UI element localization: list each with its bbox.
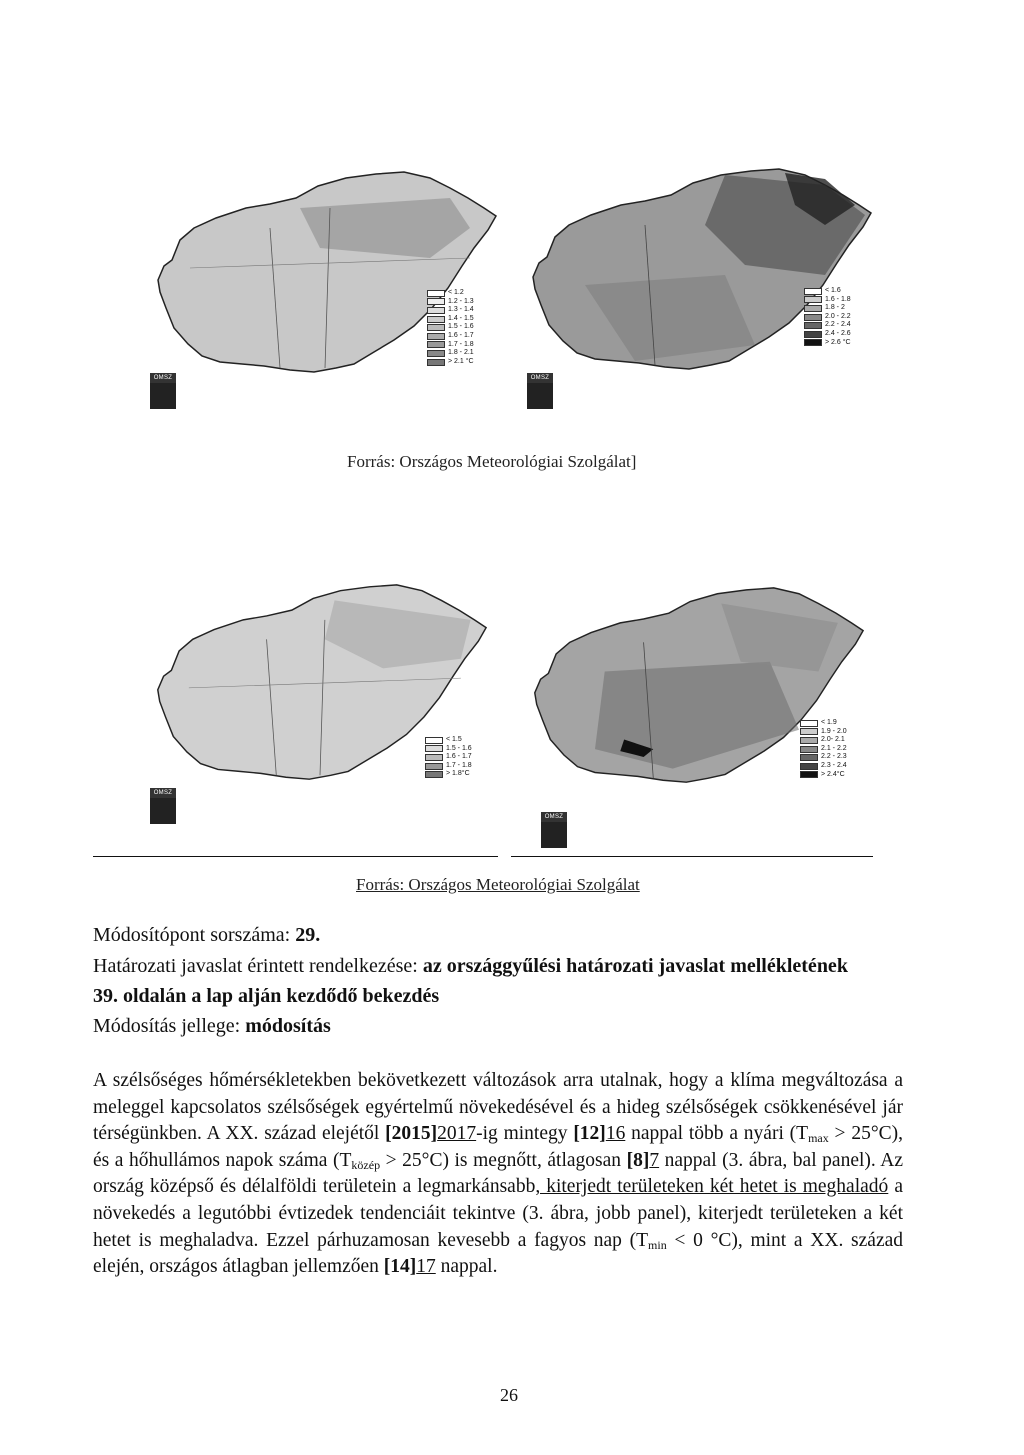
- legend-swatch: [804, 305, 822, 312]
- legend-label: 1.8 - 2.1: [448, 349, 474, 357]
- legend-item: [804, 330, 851, 339]
- legend-swatch: [427, 324, 445, 331]
- inserted-text: 16: [605, 1123, 626, 1145]
- legend-label: 2.0- 2.1: [821, 736, 845, 744]
- legend-label: 1.8 - 2: [825, 304, 845, 312]
- legend-item: [427, 358, 474, 367]
- amendment-provision-value: az országgyűlési határozati javaslat mellékletének: [422, 955, 848, 977]
- legend-item: [427, 349, 474, 358]
- legend-swatch: [425, 754, 443, 761]
- omsz-label: OMSZ: [150, 373, 176, 383]
- legend-label: 1.7 - 1.8: [446, 761, 472, 769]
- omsz-emblem-icon: [527, 383, 553, 409]
- paragraph-text: a növekedés a legutóbbi évtizedek tendenciáit tekintve (3. ábra, jobb panel), kiterjedt területeken a két hetet is meghaladva. Ezzel párhuzamosan kevesebb a fagyos nap (T: [93, 1176, 903, 1251]
- legend-top-right: [804, 287, 851, 347]
- legend-label: < 1.6: [825, 287, 841, 294]
- legend-label: 1.6 - 1.7: [448, 331, 474, 339]
- legend-label: 2.4 - 2.6: [825, 329, 851, 337]
- legend-item: [427, 315, 474, 324]
- legend-label: 2.1 - 2.2: [821, 744, 847, 752]
- amendment-number-label: Módosítópont sorszáma:: [93, 924, 296, 946]
- legend-item: [425, 736, 472, 745]
- legend-label: 2.2 - 2.3: [821, 753, 847, 761]
- legend-label: > 2.1 °C: [448, 357, 474, 365]
- legend-bottom-left: [425, 736, 472, 779]
- legend-swatch: [800, 746, 818, 753]
- legend-top-left: [427, 289, 474, 366]
- legend-swatch: [427, 359, 445, 366]
- legend-label: < 1.5: [446, 736, 462, 743]
- deleted-text: [12]: [573, 1123, 606, 1145]
- legend-item: [800, 762, 847, 771]
- separator-line-right: [511, 856, 873, 857]
- legend-swatch: [425, 745, 443, 752]
- deleted-text: [2015]: [385, 1123, 438, 1145]
- legend-item: [427, 298, 474, 307]
- legend-item: [425, 753, 472, 762]
- omsz-label: OMSZ: [527, 373, 553, 383]
- legend-item: [804, 304, 851, 313]
- legend-label: > 2.6 °C: [825, 338, 851, 346]
- legend-swatch: [800, 754, 818, 761]
- legend-swatch: [800, 771, 818, 778]
- legend-label: 1.3 - 1.4: [448, 306, 474, 314]
- amendment-nature-value: módosítás: [245, 1015, 331, 1037]
- legend-swatch: [427, 290, 445, 297]
- paragraph-text: nappal.: [435, 1256, 498, 1278]
- legend-label: < 1.9: [821, 719, 837, 726]
- amendment-provision-label: Határozati javaslat érintett rendelkezése:: [93, 955, 423, 977]
- page-number: 26: [500, 1385, 518, 1405]
- omsz-emblem-icon: [150, 383, 176, 409]
- legend-item: [427, 341, 474, 350]
- inserted-text: 7: [649, 1149, 660, 1171]
- amendment-number-line: [93, 922, 320, 949]
- separator-line-left: [93, 856, 498, 857]
- amendment-provision-continuation: 39. oldalán a lap alján kezdődő bekezdés: [93, 985, 440, 1007]
- figure-source: Forrás: Országos Meteorológiai Szolgálat]: [347, 452, 637, 471]
- paragraph-text: -ig mintegy: [476, 1123, 574, 1145]
- legend-label: 1.6 - 1.7: [446, 753, 472, 761]
- legend-bottom-right: [800, 719, 847, 779]
- legend-item: [800, 745, 847, 754]
- legend-label: 1.6 - 1.8: [825, 295, 851, 303]
- legend-label: > 2.4°C: [821, 770, 845, 778]
- inserted-text: , kiterjedt területeken két hetet is meghaladó: [535, 1176, 889, 1198]
- legend-label: 2.0 - 2.2: [825, 312, 851, 320]
- omsz-logo-top-right: [527, 373, 553, 409]
- omsz-emblem-icon: [541, 822, 567, 848]
- legend-item: [804, 313, 851, 322]
- legend-item: [427, 289, 474, 298]
- legend-swatch: [804, 314, 822, 321]
- legend-item: [800, 736, 847, 745]
- legend-item: [427, 332, 474, 341]
- omsz-logo-bottom-left: [150, 788, 176, 824]
- paragraph-text: < 0 °C), mint a XX. század elején, országos átlagban jellemzően: [93, 1229, 904, 1278]
- legend-label: < 1.2: [448, 289, 464, 296]
- legend-swatch: [427, 316, 445, 323]
- subscript-text: max: [808, 1131, 829, 1146]
- paragraph-text: nappal több a nyári (T: [625, 1123, 809, 1145]
- legend-swatch: [427, 298, 445, 305]
- legend-swatch: [800, 720, 818, 727]
- legend-swatch: [425, 763, 443, 770]
- legend-swatch: [804, 296, 822, 303]
- amendment-provision-line: [93, 953, 848, 980]
- subscript-text: közép: [351, 1157, 381, 1172]
- legend-label: 1.7 - 1.8: [448, 340, 474, 348]
- legend-swatch: [800, 737, 818, 744]
- legend-label: 1.9 - 2.0: [821, 727, 847, 735]
- legend-swatch: [427, 333, 445, 340]
- figure-source-underlined: Forrás: Országos Meteorológiai Szolgálat: [356, 875, 640, 894]
- amendment-nature-line: [93, 1013, 331, 1040]
- omsz-logo-top-left: [150, 373, 176, 409]
- paragraph-text: > 25°C) is megnőtt, átlagosan: [380, 1149, 627, 1171]
- legend-item: [804, 339, 851, 348]
- legend-item: [804, 296, 851, 305]
- amendment-paragraph: [93, 1068, 903, 1281]
- legend-label: 2.2 - 2.4: [825, 321, 851, 329]
- omsz-label: OMSZ: [150, 788, 176, 798]
- amendment-number-value: 29.: [295, 924, 321, 946]
- omsz-emblem-icon: [150, 798, 176, 824]
- legend-swatch: [427, 341, 445, 348]
- omsz-label: OMSZ: [541, 812, 567, 822]
- legend-item: [427, 306, 474, 315]
- legend-item: [800, 753, 847, 762]
- legend-item: [425, 770, 472, 779]
- deleted-text: [14]: [383, 1256, 417, 1278]
- legend-swatch: [800, 728, 818, 735]
- legend-label: 2.3 - 2.4: [821, 761, 847, 769]
- legend-swatch: [804, 288, 822, 295]
- legend-label: 1.5 - 1.6: [446, 744, 472, 752]
- legend-item: [425, 745, 472, 754]
- deleted-text: [8]: [626, 1149, 650, 1171]
- paragraph-text: > 25°C), és a hőhullámos napok száma (T: [93, 1123, 904, 1171]
- legend-item: [804, 287, 851, 296]
- legend-label: 1.5 - 1.6: [448, 323, 474, 331]
- inserted-text: 2017: [437, 1123, 477, 1145]
- legend-swatch: [804, 322, 822, 329]
- legend-item: [427, 323, 474, 332]
- legend-swatch: [425, 771, 443, 778]
- legend-item: [800, 719, 847, 728]
- inserted-text: 17: [416, 1256, 436, 1278]
- paragraph-text: A szélsőséges hőmérsékletekben bekövetkezett változások arra utalnak, hogy a klíma megváltozása a meleggel kapcsolatos szélsőségek egyértelmű növekedésével és a hideg szélsőségek csökkenésével jár térségünkben. A XX. század elejétől: [93, 1070, 903, 1145]
- legend-swatch: [804, 339, 822, 346]
- legend-item: [800, 728, 847, 737]
- amendment-nature-label: Módosítás jellege:: [93, 1015, 246, 1037]
- legend-swatch: [800, 763, 818, 770]
- legend-swatch: [427, 307, 445, 314]
- legend-label: 1.2 - 1.3: [448, 297, 474, 305]
- subscript-text: min: [648, 1237, 667, 1252]
- legend-swatch: [427, 350, 445, 357]
- legend-label: > 1.8°C: [446, 770, 470, 778]
- legend-swatch: [804, 331, 822, 338]
- omsz-logo-bottom-right: [541, 812, 567, 848]
- paragraph-text: nappal (3. ábra, bal panel). Az ország középső és délalföldi területein a legmarkánsabb: [93, 1149, 903, 1198]
- legend-item: [800, 771, 847, 780]
- legend-swatch: [425, 737, 443, 744]
- legend-label: 1.4 - 1.5: [448, 314, 474, 322]
- legend-item: [804, 321, 851, 330]
